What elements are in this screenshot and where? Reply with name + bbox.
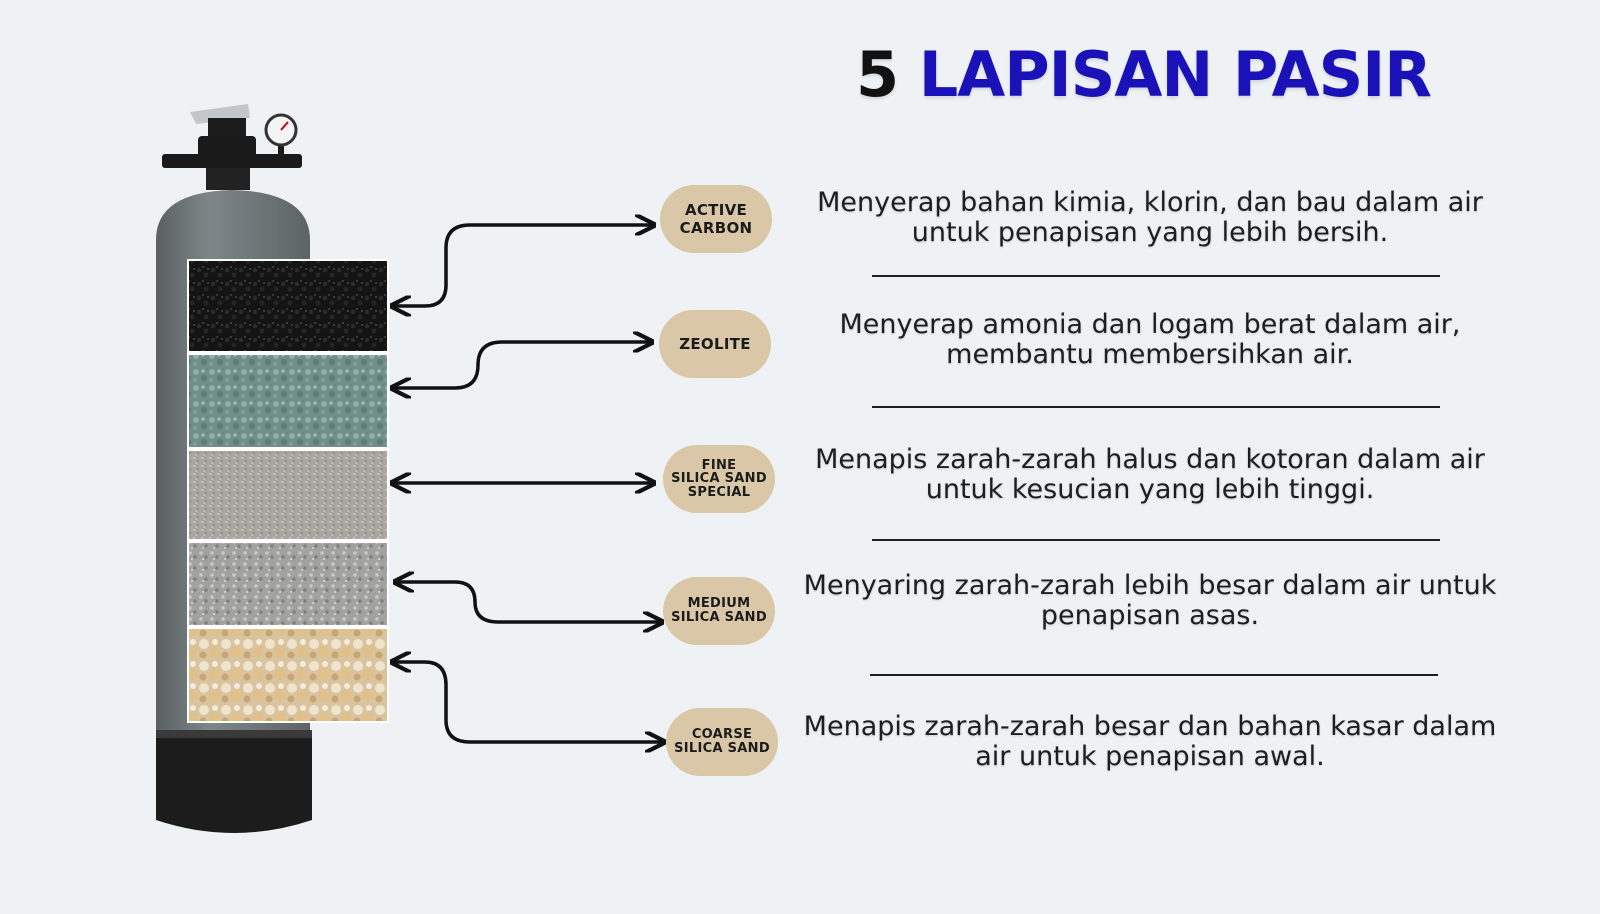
media-layers xyxy=(188,260,388,722)
layer-medium-silica-swatch xyxy=(188,542,388,626)
label-line: SPECIAL xyxy=(687,484,751,500)
pressure-gauge-icon xyxy=(266,115,296,158)
label-fine-silica-sand-special xyxy=(663,445,775,513)
divider xyxy=(872,539,1440,541)
label-zeolite xyxy=(659,310,771,378)
label-line: CARBON xyxy=(679,219,753,237)
layer-zeolite-swatch xyxy=(188,354,388,448)
label-coarse-silica-sand xyxy=(666,708,778,776)
label-line: COARSE xyxy=(691,727,753,743)
label-line: SILICA SAND xyxy=(674,741,770,756)
arrow-active-carbon xyxy=(394,225,652,306)
label-medium-silica-sand xyxy=(663,577,775,645)
label-line: MEDIUM xyxy=(687,596,751,612)
arrow-coarse-silica xyxy=(394,662,662,742)
divider xyxy=(870,674,1438,676)
page-title xyxy=(856,38,1432,111)
title-number: 5 xyxy=(856,38,899,111)
arrow-zeolite xyxy=(394,342,650,388)
divider xyxy=(872,406,1440,408)
layer-coarse-silica-swatch xyxy=(188,628,388,722)
title-text: LAPISAN PASIR xyxy=(918,38,1432,111)
layer-fine-silica-swatch xyxy=(188,450,388,540)
label-line: FINE xyxy=(701,457,737,473)
arrow-medium-silica xyxy=(397,582,660,622)
label-line: ACTIVE xyxy=(684,201,748,219)
label-line: SILICA SAND xyxy=(671,471,767,487)
description-medium-silica-sand: Menyaring zarah-zarah lebih besar dalam air untuk penapisan asas. xyxy=(803,570,1497,631)
description-fine-silica-sand-special: Menapis zarah-zarah halus dan kotoran dalam air untuk kesucian yang lebih tinggi. xyxy=(815,444,1485,505)
label-line: SILICA SAND xyxy=(671,610,767,625)
connector-arrows xyxy=(394,225,662,742)
label-active-carbon xyxy=(660,185,772,253)
description-coarse-silica-sand: Menapis zarah-zarah besar dan bahan kasar dalam air untuk penapisan awal. xyxy=(803,711,1497,772)
divider xyxy=(872,275,1440,277)
description-active-carbon: Menyerap bahan kimia, klorin, dan bau dalam air untuk penapisan yang lebih bersih. xyxy=(817,187,1483,248)
layer-active-carbon-swatch xyxy=(188,260,388,352)
label-line: ZEOLITE xyxy=(679,335,751,353)
description-zeolite: Menyerap amonia dan logam berat dalam air, membantu membersihkan air. xyxy=(839,309,1461,370)
